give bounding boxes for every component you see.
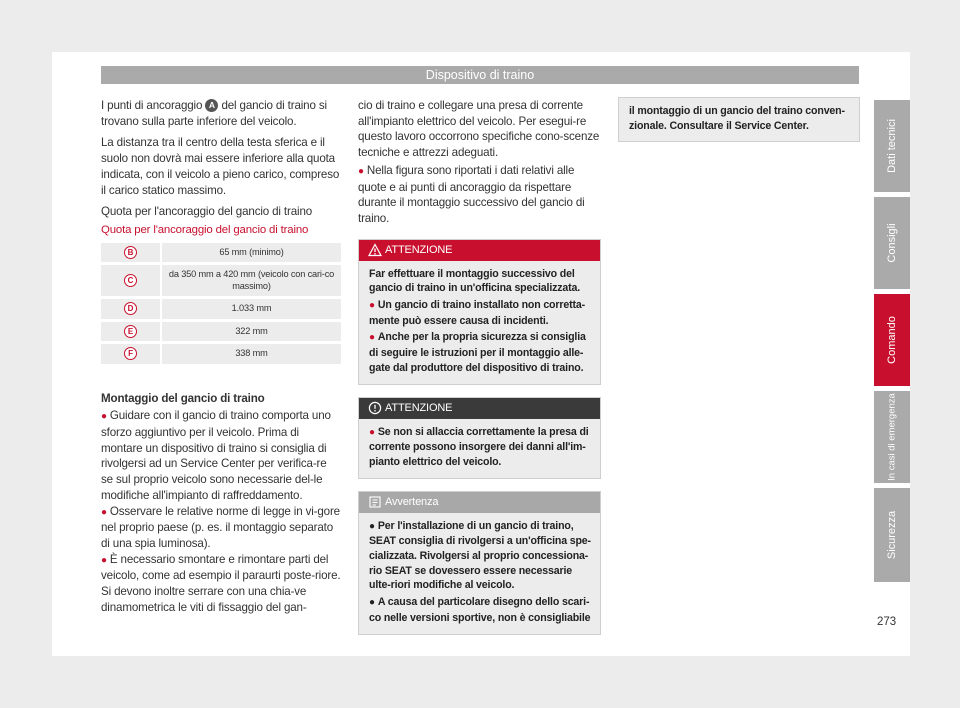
- bullet-icon: ●: [101, 506, 107, 518]
- table-cell: 338 mm: [161, 343, 341, 366]
- table-title: Quota per l'ancoraggio del gancio di traino: [101, 223, 309, 236]
- page-number: 273: [877, 616, 897, 628]
- table-cell: 1.033 mm: [161, 298, 341, 321]
- continuation-paragraph: cio di traino e collegare una presa di corrente all'impianto elettrico del veicolo. Per esegui-re questo lavoro occorrono specifiche cono-scenze tecniche e attrezzi adeguati.: [358, 99, 600, 160]
- bullet-icon: ●: [369, 597, 375, 609]
- quota-table: [101, 243, 341, 367]
- table-row: [101, 343, 341, 366]
- distance-paragraph: La distanza tra il centro della testa sferica e il suolo non dovrà mai essere inferiore alla quota indicata, con il veicolo a pieno carico, compreso il carico statico massimo.: [101, 136, 340, 197]
- list-item: ● Anche per la propria sicurezza si consiglia di seguire le istruzioni per il montaggio alle-gate dal produttore del dispositivo di traino.: [369, 331, 586, 374]
- note-label: Avvertenza: [385, 495, 439, 508]
- intro-paragraph: [101, 98, 341, 129]
- list-item: ● Osservare le relative norme di legge in vi-gore nel proprio paese (p. es. il montaggio separato di una spia luminosa).: [101, 504, 340, 550]
- list-item: ● Guidare con il gancio di traino comporta uno sforzo aggiuntivo per il veicolo. Prima di montare un dispositivo di traino si consiglia di rivolgersi ad un Service Center per verifica-re se sul proprio veicolo sono necessarie del-le modifiche all'impianto di raffreddamento.: [101, 409, 331, 502]
- note-continuation-box: il montaggio di un gancio del traino conven-zionale. Consultare il Service Center.: [618, 97, 860, 142]
- bullet-icon: ●: [101, 554, 107, 566]
- table-row: [101, 243, 341, 264]
- column-1: [101, 98, 341, 615]
- intro-text-b: del gancio di traino si trovano sulla parte inferiore del veicolo.: [101, 99, 327, 128]
- column-3: [618, 97, 860, 142]
- warning-header: [359, 240, 600, 261]
- intro-text-a: I punti di ancoraggio: [101, 99, 203, 112]
- column-2: [358, 98, 601, 647]
- bullet-icon: ●: [369, 520, 375, 532]
- warning-label: ATTENZIONE: [385, 243, 453, 256]
- marker-c: C: [124, 274, 137, 287]
- table-row: [101, 264, 341, 298]
- list-item: ● Se non si allaccia correttamente la presa di corrente possono insorgere dei danni all'im-pianto elettrico del veicolo.: [369, 425, 589, 468]
- bullet-icon: ●: [101, 411, 107, 423]
- caution-circle-icon: [368, 401, 382, 415]
- quota-paragraph: Quota per l'ancoraggio del gancio di traino: [101, 205, 313, 219]
- table-cell: da 350 mm a 420 mm (veicolo con cari-co massimo): [161, 264, 341, 298]
- list-item: ● A causa del particolare disegno dello scari-co nelle versioni sportive, non è consigliabile: [369, 596, 591, 624]
- marker-f: F: [124, 347, 137, 360]
- marker-e: E: [124, 325, 137, 338]
- table-row: [101, 320, 341, 343]
- tab-comando[interactable]: Comando: [874, 294, 910, 386]
- list-item: ● Un gancio di traino installato non corretta-mente può essere causa di incidenti.: [369, 299, 585, 327]
- warning-body: [359, 419, 600, 478]
- warning-box-2: [358, 397, 601, 479]
- bullet-icon: ●: [358, 165, 364, 177]
- note-box: [358, 491, 601, 635]
- marker-d: D: [124, 302, 137, 315]
- note-icon: [368, 495, 382, 509]
- warning-body: Far effettuare il montaggio successivo del gancio di traino in un'officina specializzata. ● Un gancio di traino installato non corretta-mente può essere causa di incidenti. ● Anche per la propria sicurezza si consiglia di seguire le istruzioni per il montaggio alle-gate dal produttore del dispositivo di traino.: [359, 261, 600, 384]
- list-item: ● Per l'installazione di un gancio di traino, SEAT consiglia di rivolgersi a un'officina spe-cializzata. Rivolgersi al proprio concessiona-rio SEAT se dovessero essere necessarie ulte-riori modifiche al veicolo.: [369, 519, 591, 592]
- marker-b: B: [124, 246, 137, 259]
- bullet-icon: ●: [369, 426, 375, 438]
- warning-box-1: [358, 239, 601, 385]
- note-body: [359, 513, 600, 634]
- list-item: ● È necessario smontare e rimontare parti del veicolo, come ad esempio il paraurti poste-riore. Si devono inoltre serrare con una chia-ve dinamometrica le viti di fissaggio del gan-: [101, 552, 341, 614]
- table-cell: 65 mm (minimo): [161, 243, 341, 264]
- bullet-icon: ●: [369, 332, 375, 344]
- tab-in-casi-di-emergenza[interactable]: In casi di emergenza: [874, 391, 910, 483]
- section-heading: Montaggio del gancio di traino: [101, 391, 265, 405]
- tab-sicurezza[interactable]: Sicurezza: [874, 488, 910, 582]
- list-item: ● Nella figura sono riportati i dati relativi alle quote e ai punti di ancoraggio da rispettare durante il montaggio successivo del gancio di traino.: [358, 163, 585, 225]
- tab-consigli[interactable]: Consigli: [874, 197, 910, 289]
- table-row: [101, 298, 341, 321]
- warning-header: [359, 398, 600, 419]
- warning-triangle-icon: [368, 243, 382, 257]
- tab-dati-tecnici[interactable]: Dati tecnici: [874, 100, 910, 192]
- marker-a: A: [205, 99, 218, 112]
- bullet-icon: ●: [369, 300, 375, 312]
- warning-label: ATTENZIONE: [385, 401, 453, 414]
- table-cell: 322 mm: [161, 320, 341, 343]
- note-header: [359, 492, 600, 513]
- page-header: Dispositivo di traino: [101, 66, 859, 84]
